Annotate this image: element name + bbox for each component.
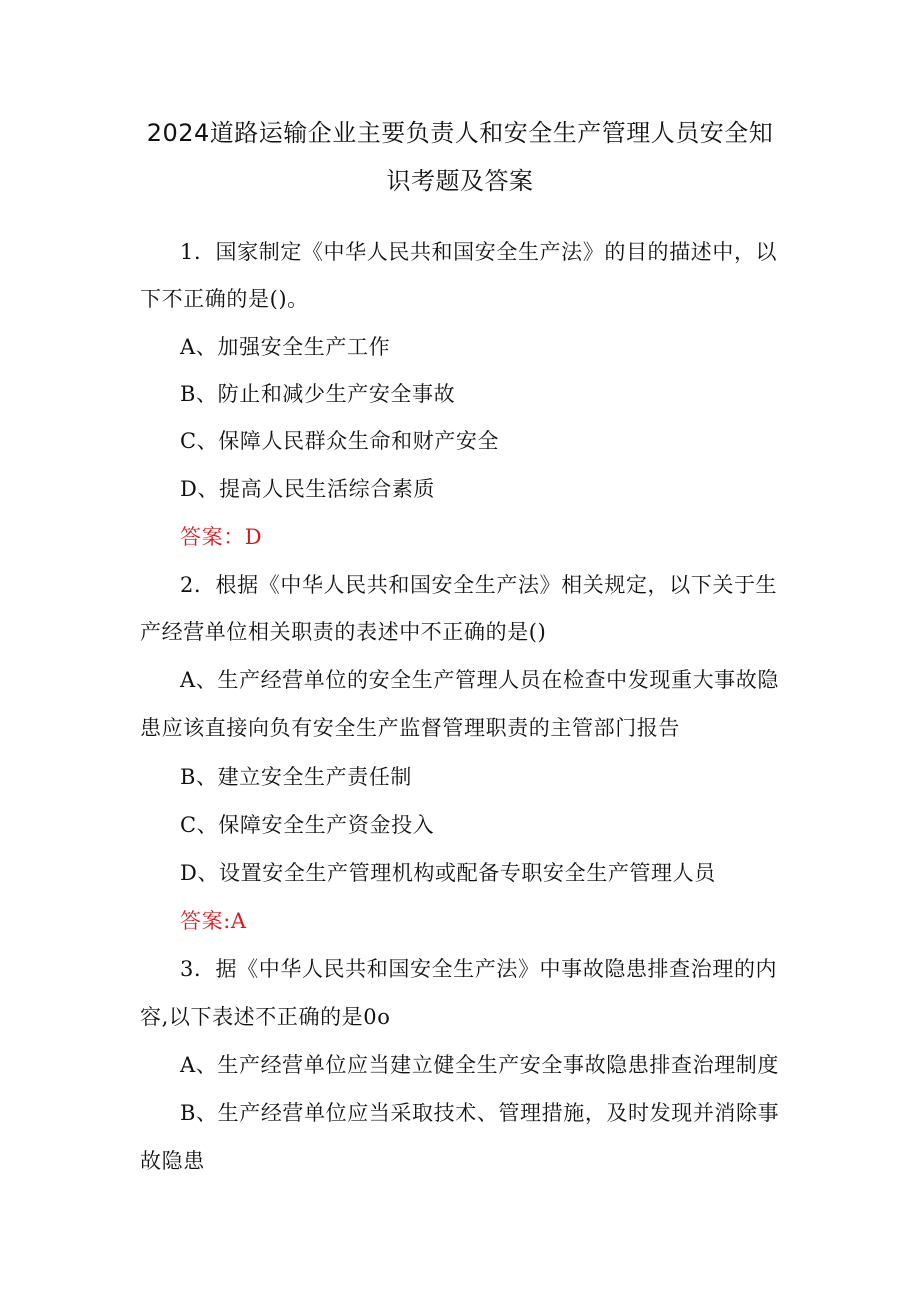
question-1-stem-line-2: 下不正确的是()。: [140, 287, 309, 311]
question-2-stem-line-1: 2．根据《中华人民共和国安全生产法》相关规定，以下关于生: [180, 573, 778, 597]
question-1-option-a: A、加强安全生产工作: [180, 335, 391, 359]
question-1-option-b: B、防止和减少生产安全事故: [180, 382, 456, 406]
question-2-option-a-line-2: 患应该直接向负有安全生产监督管理职责的主管部门报告: [140, 716, 680, 740]
question-2-answer: 答案:A: [180, 909, 247, 933]
question-3-stem-line-2: 容,以下表述不正确的是0o: [140, 1005, 391, 1029]
question-2-option-b: B、建立安全生产责任制: [180, 765, 413, 789]
question-2-option-d: D、设置安全生产管理机构或配备专职安全生产管理人员: [180, 861, 716, 885]
question-3-stem-line-1: 3．据《中华人民共和国安全生产法》中事故隐患排查治理的内: [180, 957, 778, 981]
question-1-option-d: D、提高人民生活综合素质: [180, 477, 436, 501]
document-title-line-2: 识考题及答案: [386, 167, 534, 195]
question-3-option-b-line-1: B、生产经营单位应当采取技术、管理措施，及时发现并消除事: [180, 1101, 780, 1125]
question-3-option-b-line-2: 故隐患: [140, 1149, 205, 1173]
question-1-stem-line-1: 1．国家制定《中华人民共和国安全生产法》的目的描述中，以: [180, 240, 778, 264]
question-3-option-a: A、生产经营单位应当建立健全生产安全事故隐患排查治理制度: [180, 1053, 779, 1077]
document-title-line-1: 2024道路运输企业主要负责人和安全生产管理人员安全知: [146, 119, 774, 147]
question-2-stem-line-2: 产经营单位相关职责的表述中不正确的是(): [140, 620, 547, 644]
question-1-option-c: C、保障人民群众生命和财产安全: [180, 429, 500, 453]
question-2-option-c: C、保障安全生产资金投入: [180, 813, 435, 837]
question-1-answer: 答案：D: [180, 525, 263, 549]
question-2-option-a-line-1: A、生产经营单位的安全生产管理人员在检查中发现重大事故隐: [180, 668, 779, 692]
